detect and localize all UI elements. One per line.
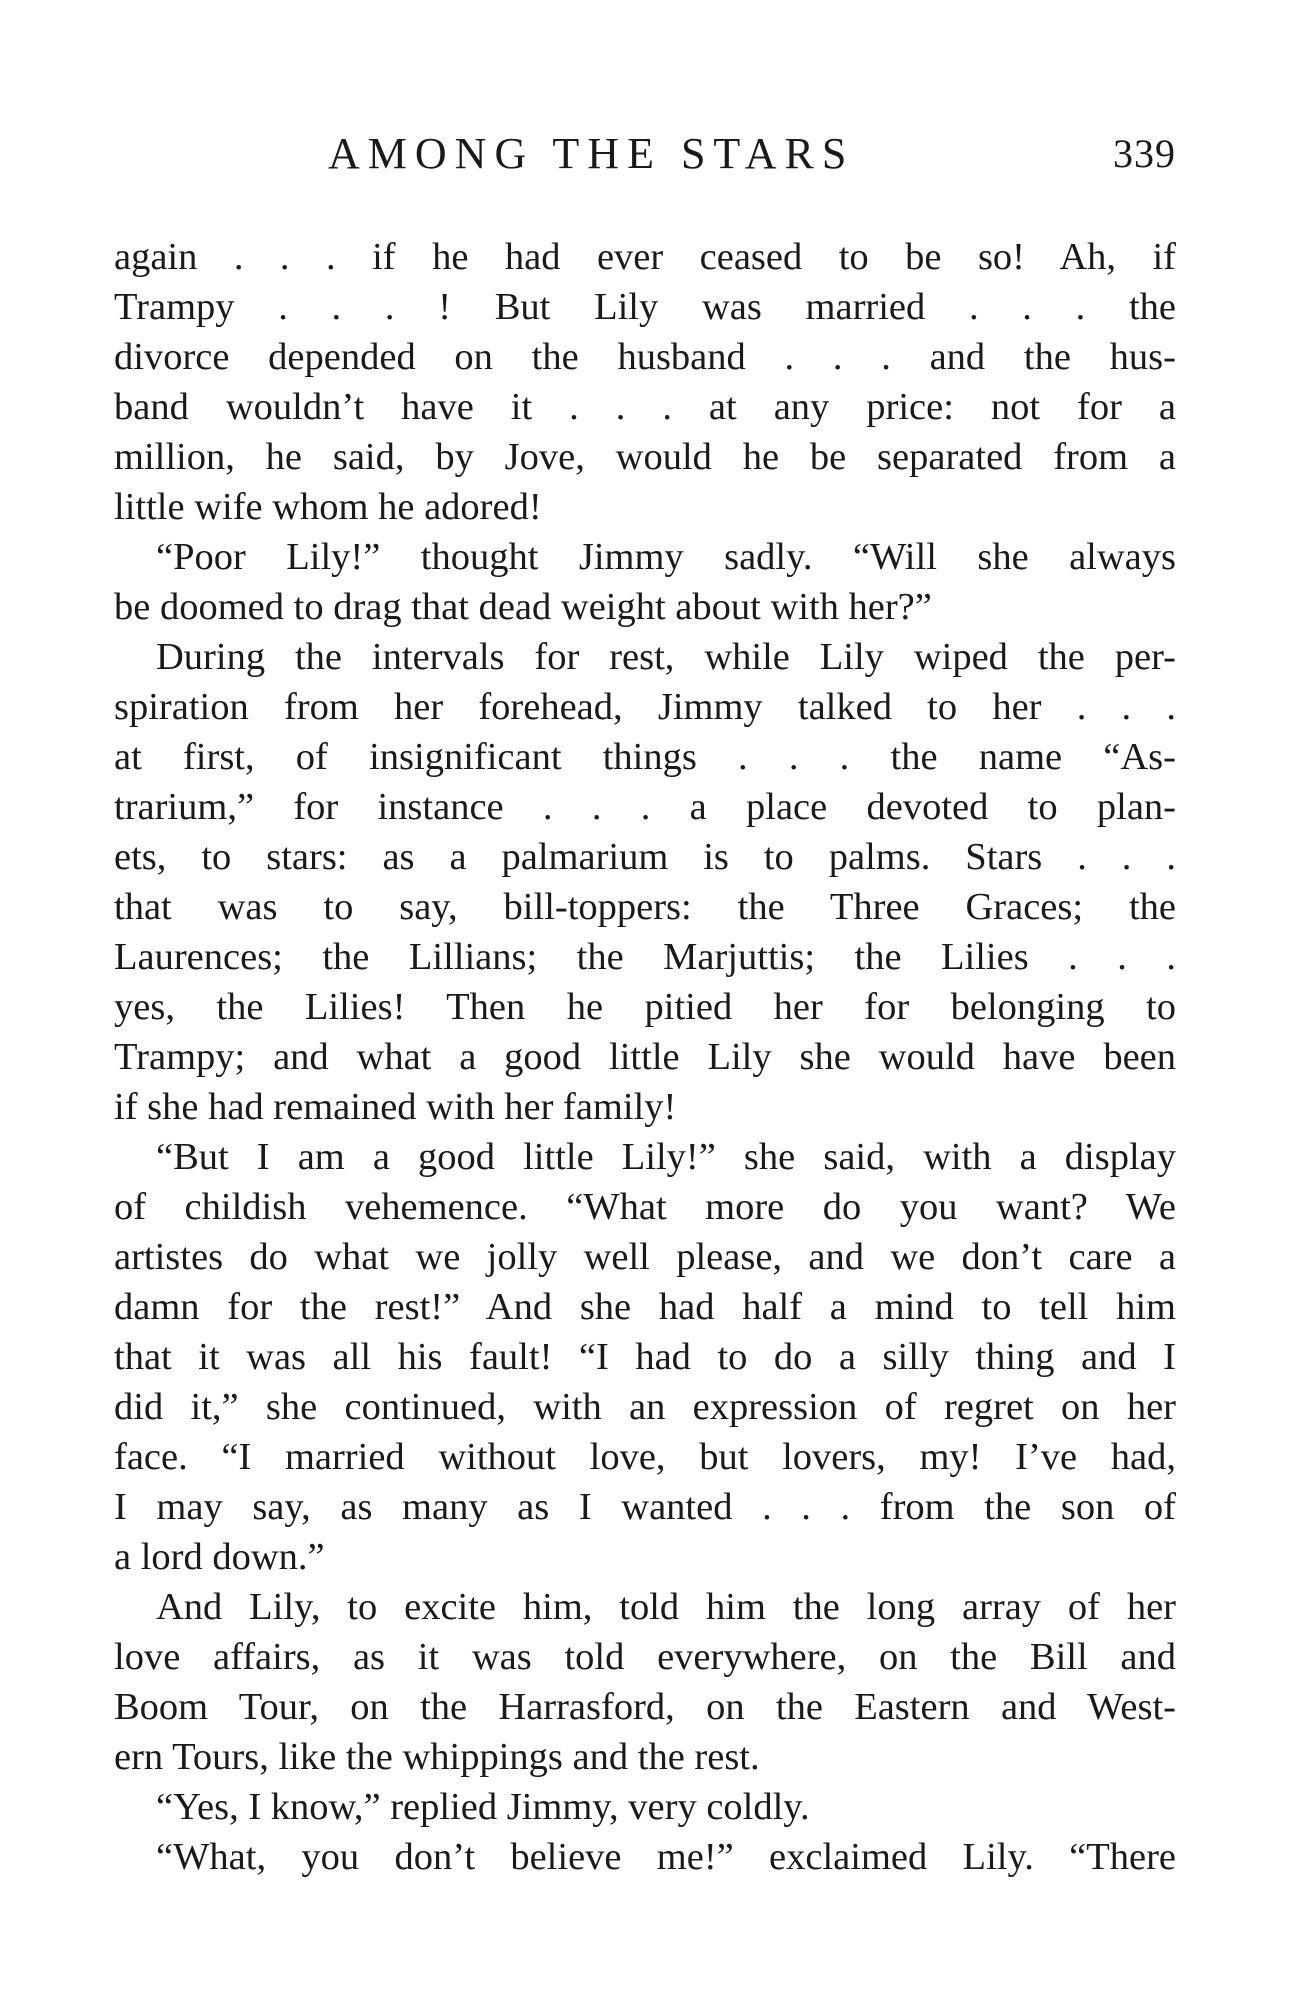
- text-line: During the intervals for rest, while Lily wiped the per-: [156, 636, 1176, 678]
- text-line: band wouldn’t have it . . . at any price: not for a: [114, 386, 1176, 428]
- text-line: “Poor Lily!” thought Jimmy sadly. “Will she always: [156, 536, 1176, 578]
- text-line: little wife whom he adored!: [114, 486, 542, 528]
- text-line: that it was all his fault! “I had to do a silly thing and I: [114, 1336, 1176, 1378]
- text-line: Laurences; the Lillians; the Marjuttis; the Lilies . . .: [114, 936, 1176, 978]
- text-line: that was to say, bill-toppers: the Three Graces; the: [114, 886, 1176, 928]
- text-line: Trampy . . . ! But Lily was married . . . the: [114, 286, 1176, 328]
- text-line: million, he said, by Jove, would he be separated from a: [114, 436, 1176, 478]
- text-line: ern Tours, like the whippings and the rest.: [114, 1736, 760, 1778]
- text-line: if she had remained with her family!: [114, 1086, 677, 1128]
- running-title: AMONG THE STARS: [328, 129, 855, 178]
- text-line: Boom Tour, on the Harrasford, on the Eastern and West-: [114, 1686, 1176, 1728]
- text-line: yes, the Lilies! Then he pitied her for belonging to: [114, 986, 1176, 1028]
- text-line: trarium,” for instance . . . a place devoted to plan-: [114, 786, 1176, 828]
- text-line: again . . . if he had ever ceased to be so! Ah, if: [114, 236, 1176, 278]
- text-line: ets, to stars: as a palmarium is to palms. Stars . . .: [114, 836, 1176, 878]
- body-text: [114, 232, 1176, 1882]
- text-line: “Yes, I know,” replied Jimmy, very coldly.: [156, 1786, 810, 1828]
- text-line: a lord down.”: [114, 1536, 325, 1578]
- text-line: did it,” she continued, with an expression of regret on her: [114, 1386, 1176, 1428]
- text-line: at first, of insignificant things . . . the name “As-: [114, 736, 1176, 778]
- running-head: [114, 128, 1176, 180]
- text-line: “What, you don’t believe me!” exclaimed Lily. “There: [156, 1836, 1176, 1878]
- text-line: love affairs, as it was told everywhere, on the Bill and: [114, 1636, 1176, 1678]
- page-number: 339: [1113, 131, 1176, 176]
- text-line: of childish vehemence. “What more do you want? We: [114, 1186, 1176, 1228]
- text-line: “But I am a good little Lily!” she said, with a display: [156, 1136, 1176, 1178]
- text-line: Trampy; and what a good little Lily she would have been: [114, 1036, 1176, 1078]
- text-line: spiration from her forehead, Jimmy talked to her . . .: [114, 686, 1176, 728]
- text-line: be doomed to drag that dead weight about with her?”: [114, 586, 932, 628]
- text-line: face. “I married without love, but lovers, my! I’ve had,: [114, 1436, 1176, 1478]
- text-line: And Lily, to excite him, told him the long array of her: [156, 1586, 1176, 1628]
- text-line: divorce depended on the husband . . . and the hus-: [114, 336, 1176, 378]
- text-line: damn for the rest!” And she had half a mind to tell him: [114, 1286, 1176, 1328]
- text-line: I may say, as many as I wanted . . . from the son of: [114, 1486, 1176, 1528]
- text-line: artistes do what we jolly well please, and we don’t care a: [114, 1236, 1176, 1278]
